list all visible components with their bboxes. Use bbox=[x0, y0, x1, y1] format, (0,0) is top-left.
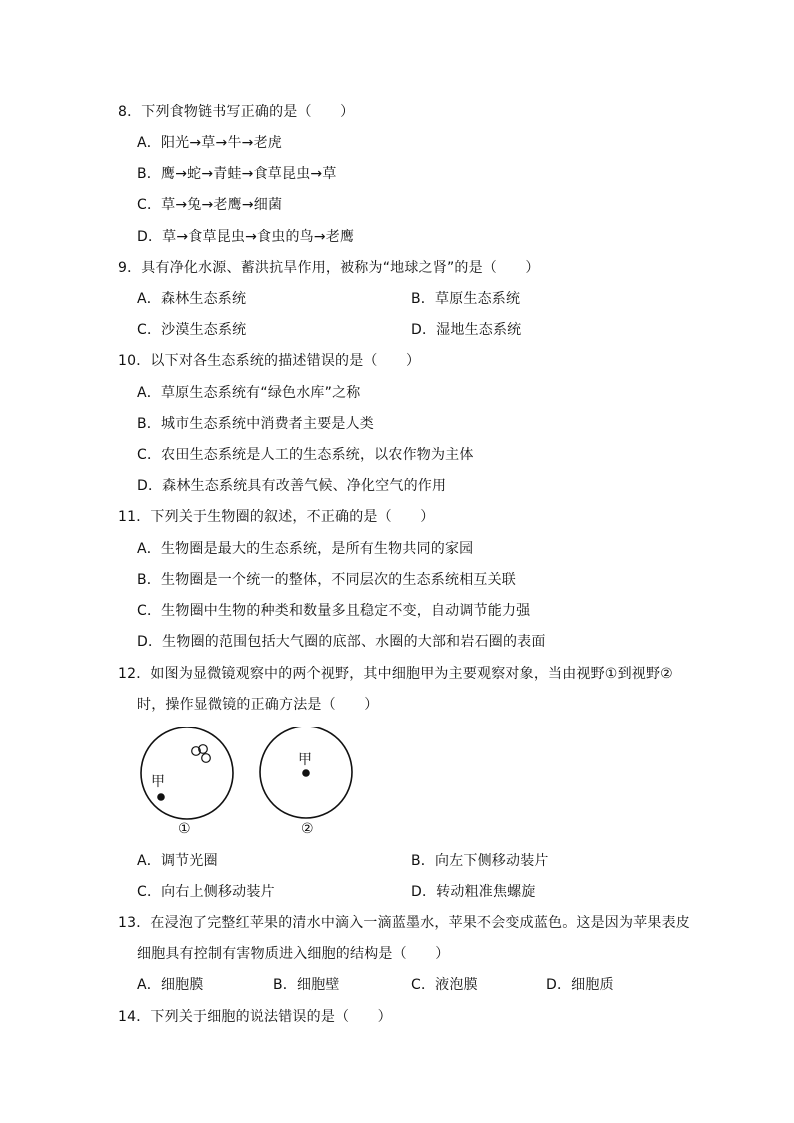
question-8-option-c: C．草→兔→老鹰→细菌 bbox=[137, 197, 283, 213]
question-12-option-d: D．转动粗准焦螺旋 bbox=[411, 884, 536, 900]
question-13-option-c: C．液泡膜 bbox=[411, 977, 478, 993]
cell-jia-view-2 bbox=[302, 769, 310, 777]
cell-jia-label-view-2: 甲 bbox=[298, 752, 312, 768]
question-12-stem-line-1: 12．如图为显微镜观察中的两个视野，其中细胞甲为主要观察对象，当由视野①到视野② bbox=[118, 666, 673, 682]
question-11-option-a: A．生物圈是最大的生态系统，是所有生物共同的家园 bbox=[137, 541, 474, 557]
question-8-option-b: B．鹰→蛇→青蛙→食草昆虫→草 bbox=[137, 166, 337, 182]
question-12-stem-line-2: 时，操作显微镜的正确方法是（ ） bbox=[137, 697, 379, 713]
question-13-option-d: D．细胞质 bbox=[546, 977, 614, 993]
question-13-option-a: A．细胞膜 bbox=[137, 977, 204, 993]
question-11-option-d: D．生物圈的范围包括大气圈的底部、水圈的大部和岩石圈的表面 bbox=[137, 634, 546, 650]
question-9-option-b: B．草原生态系统 bbox=[411, 291, 521, 307]
view-2-label: ② bbox=[301, 821, 314, 837]
question-10-option-a: A．草原生态系统有“绿色水库”之称 bbox=[137, 385, 361, 401]
question-12-option-b: B．向左下侧移动装片 bbox=[411, 853, 549, 869]
question-9-option-c: C．沙漠生态系统 bbox=[137, 322, 247, 338]
question-11-option-c: C．生物圈中生物的种类和数量多且稳定不变，自动调节能力强 bbox=[137, 603, 531, 619]
cell-jia-view-1 bbox=[157, 793, 165, 801]
question-10-option-d: D．森林生态系统具有改善气候、净化空气的作用 bbox=[137, 478, 447, 494]
field-of-view-1 bbox=[141, 727, 233, 819]
microscope-views-diagram bbox=[138, 727, 358, 839]
question-12-option-a: A．调节光圈 bbox=[137, 853, 218, 869]
question-14-stem: 14．下列关于细胞的说法错误的是（ ） bbox=[118, 1009, 392, 1025]
question-8-stem: 8．下列食物链书写正确的是（ ） bbox=[118, 104, 355, 120]
question-13-stem-line-1: 13．在浸泡了完整红苹果的清水中滴入一滴蓝墨水，苹果不会变成蓝色。这是因为苹果表皮 bbox=[118, 915, 691, 931]
question-12-option-c: C．向右上侧移动装片 bbox=[137, 884, 275, 900]
bubble-3 bbox=[202, 754, 211, 763]
question-8-option-a: A．阳光→草→牛→老虎 bbox=[137, 135, 282, 151]
question-10-option-c: C．农田生态系统是人工的生态系统，以农作物为主体 bbox=[137, 447, 474, 463]
question-13-option-b: B．细胞壁 bbox=[273, 977, 340, 993]
microscope-figure bbox=[138, 727, 358, 839]
question-8-option-d: D．草→食草昆虫→食虫的鸟→老鹰 bbox=[137, 229, 355, 245]
question-9-option-d: D．湿地生态系统 bbox=[411, 322, 522, 338]
question-10-option-b: B．城市生态系统中消费者主要是人类 bbox=[137, 416, 375, 432]
question-11-option-b: B．生物圈是一个统一的整体，不同层次的生态系统相互关联 bbox=[137, 572, 517, 588]
cell-jia-label-view-1: 甲 bbox=[151, 774, 165, 790]
question-9-stem: 9．具有净化水源、蓄洪抗旱作用，被称为“地球之肾”的是（ ） bbox=[118, 260, 540, 276]
question-9-option-a: A．森林生态系统 bbox=[137, 291, 247, 307]
question-10-stem: 10．以下对各生态系统的描述错误的是（ ） bbox=[118, 353, 421, 369]
question-13-stem-line-2: 细胞具有控制有害物质进入细胞的结构是（ ） bbox=[137, 946, 450, 962]
view-1-label: ① bbox=[178, 821, 191, 837]
question-11-stem: 11．下列关于生物圈的叙述，不正确的是（ ） bbox=[118, 509, 435, 525]
